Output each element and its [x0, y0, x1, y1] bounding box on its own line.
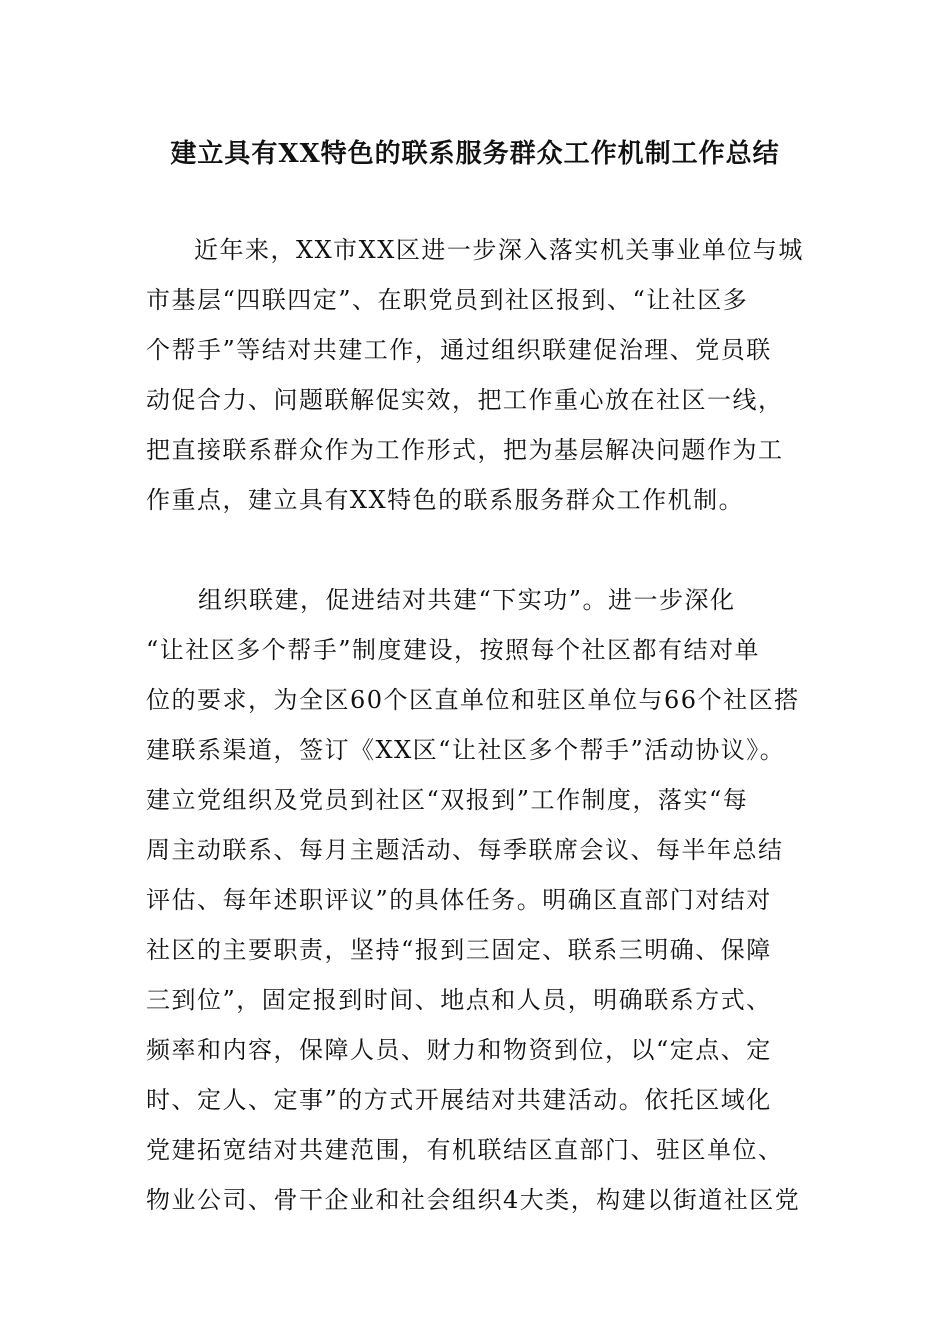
paragraph-2-line-11: 时、定人、定事”的方式开展结对共建活动。依托区域化	[146, 1086, 772, 1114]
paragraph-1-line-4: 动促合力、问题联解促实效，把工作重心放在社区一线，	[146, 386, 784, 414]
paragraph-2-line-13: 物业公司、骨干企业和社会组织4大类，构建以街道社区党	[146, 1186, 801, 1214]
paragraph-2-line-2: “让社区多个帮手”制度建设，按照每个社区都有结对单	[146, 636, 761, 664]
paragraph-2-line-10: 频率和内容，保障人员、财力和物资到位，以“定点、定	[146, 1036, 772, 1064]
paragraph-2-line-7: 评估、每年述职评议”的具体任务。明确区直部门对结对	[146, 886, 772, 914]
paragraph-2-line-1: 组织联建，促进结对共建“下实功”。进一步深化	[198, 586, 736, 614]
paragraph-1-line-5: 把直接联系群众作为工作形式，把为基层解决问题作为工	[146, 436, 784, 464]
paragraph-2-line-12: 党建拓宽结对共建范围，有机联结区直部门、驻区单位、	[146, 1136, 784, 1164]
paragraph-2-line-9: 三到位”，固定报到时间、地点和人员，明确联系方式、	[146, 986, 772, 1014]
paragraph-1-line-2: 市基层“四联四定”、在职党员到社区报到、“让社区多	[146, 286, 749, 314]
paragraph-2-line-8: 社区的主要职责，坚持“报到三固定、联系三明确、保障	[146, 936, 772, 964]
paragraph-2-line-6: 周主动联系、每月主题活动、每季联席会议、每半年总结	[146, 836, 784, 864]
paragraph-2-line-3: 位的要求，为全区60个区直单位和驻区单位与66个社区搭	[146, 686, 800, 714]
paragraph-2-line-5: 建立党组织及党员到社区“双报到”工作制度，落实“每	[146, 786, 749, 814]
paragraph-1-line-1: 近年来，XX市XX区进一步深入落实机关事业单位与城	[194, 236, 804, 264]
document-title: 建立具有XX特色的联系服务群众工作机制工作总结	[170, 139, 780, 169]
paragraph-1-line-3: 个帮手”等结对共建工作，通过组织联建促治理、党员联	[146, 336, 772, 364]
paragraph-2-line-4: 建联系渠道，签订《XX区“让社区多个帮手”活动协议》。	[146, 736, 786, 764]
paragraph-1-line-6: 作重点，建立具有XX特色的联系服务群众工作机制。	[146, 486, 745, 514]
